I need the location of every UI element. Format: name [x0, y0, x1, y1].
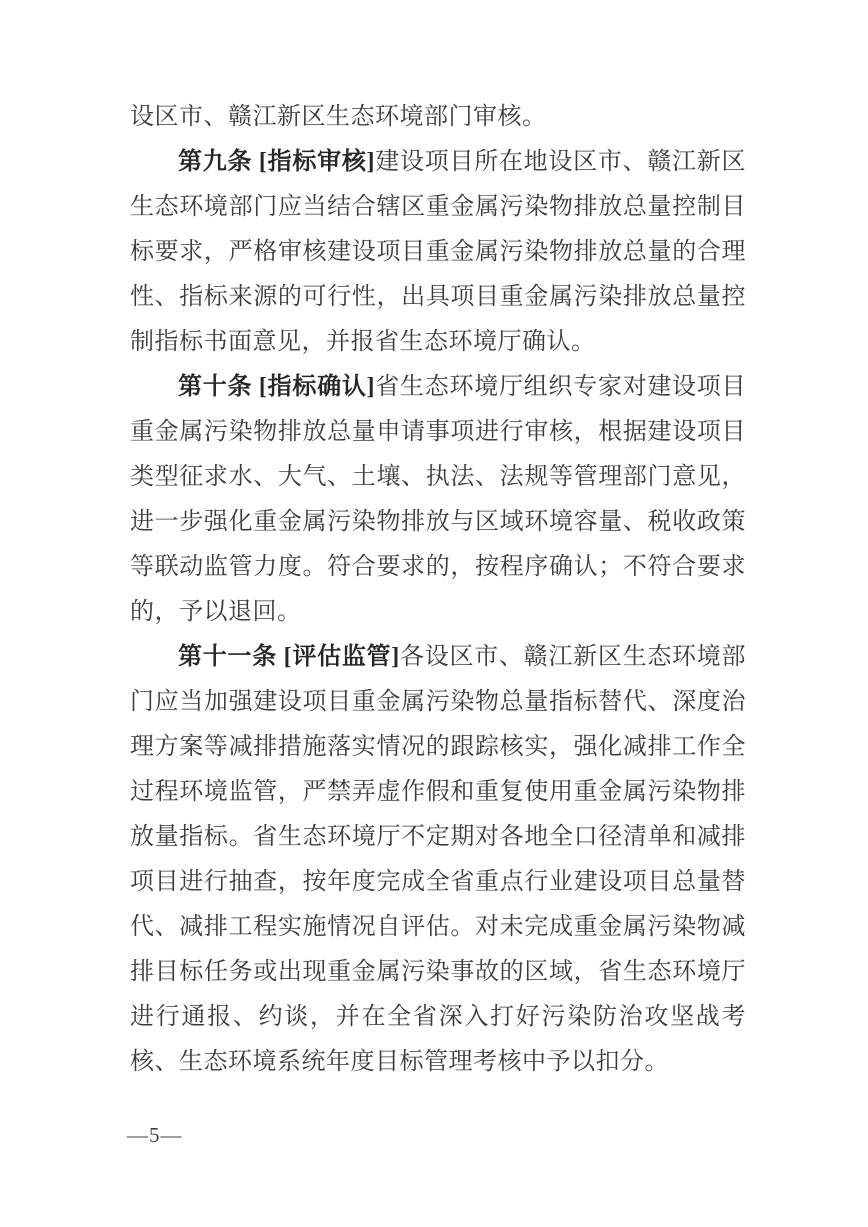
document-body: [130, 95, 746, 1085]
paragraph-article-10: [130, 365, 746, 635]
article-10-lead: 第十条 [指标确认]: [178, 374, 376, 400]
paragraph-article-11: [130, 635, 746, 1085]
page-number: —5—: [127, 1123, 183, 1147]
article-9-lead: 第九条 [指标审核]: [178, 149, 376, 175]
paragraph-text: 各设区市、赣江新区生态环境部门应当加强建设项目重金属污染物总量指标替代、深度治理方案等减排措施落实情况的跟踪核实，强化减排工作全过程环境监管，严禁弄虚作假和重复使用重金属污染物排放量指标。省生态环境厅不定期对各地全口径清单和减排项目进行抽查，按年度完成全省重点行业建设项目总量替代、减排工程实施情况自评估。对未完成重金属污染物减排目标任务或出现重金属污染事故的区域，省生态环境厅进行通报、约谈，并在全省深入打好污染防治攻坚战考核、生态环境系统年度目标管理考核中予以扣分。: [130, 644, 747, 1075]
article-11-lead: 第十一条 [评估监管]: [178, 644, 400, 670]
paragraph-text: 建设项目所在地设区市、赣江新区生态环境部门应当结合辖区重金属污染物排放总量控制目标要求，严格审核建设项目重金属污染物排放总量的合理性、指标来源的可行性，出具项目重金属污染排放总量控制指标书面意见，并报省生态环境厅确认。: [130, 149, 747, 355]
paragraph-continuation: [130, 95, 746, 140]
paragraph-text: 省生态环境厅组织专家对建设项目重金属污染物排放总量申请事项进行审核，根据建设项目类型征求水、大气、土壤、执法、法规等管理部门意见，进一步强化重金属污染物排放与区域环境容量、税收政策等联动监管力度。符合要求的，按程序确认；不符合要求的，予以退回。: [130, 374, 747, 625]
paragraph-text: 设区市、赣江新区生态环境部门审核。: [130, 104, 547, 130]
paragraph-article-9: [130, 140, 746, 365]
